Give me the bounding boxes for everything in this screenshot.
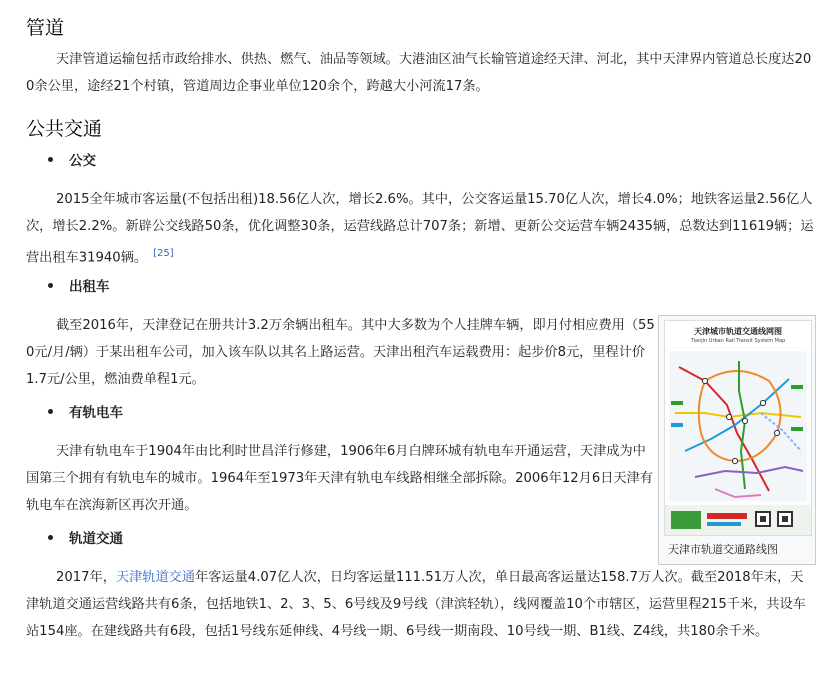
map-label-tag xyxy=(671,401,683,405)
map-label-tag xyxy=(791,385,803,389)
map-subtitle: Tianjin Urban Rail Transit System Map xyxy=(690,338,786,344)
subheading-tram xyxy=(48,403,123,423)
paragraph-pipeline: 天津管道运输包括市政给排水、供热、燃气、油品等领域。大港油区油气长输管道途经天津、河北，其中天津界内管道总长度达200余公里，途经21个村镇，管道周边企事业单位120余个，跨越大小河流17条。 xyxy=(26,52,812,94)
subheading-bus-label: 公交 xyxy=(69,153,96,169)
subheading-taxi xyxy=(48,277,110,297)
map-label-tag xyxy=(791,427,803,431)
map-hotline-bar xyxy=(707,522,741,526)
paragraph-taxi: 截至2016年，天津登记在册共计3.2万余辆出租车。其中大多数为个人挂牌车辆，即月付相应费用（550元/月/辆）于某出租车公司，加入该车队以其名上路运营。天津出租汽车运载费用：起步价8元，里程计价1.7元/公里，燃油费单程1元。 xyxy=(26,318,655,387)
subheading-rail xyxy=(48,529,123,549)
subheading-rail-label: 轨道交通 xyxy=(69,531,123,547)
interchange-station xyxy=(726,414,731,419)
interchange-station xyxy=(702,378,707,383)
interchange-station xyxy=(742,418,747,423)
metro-map-graphic xyxy=(665,321,811,535)
bullet-dot xyxy=(48,409,53,414)
paragraph-bus-text: 2015全年城市客运量(不包括出租)18.56亿人次，增长2.6%。其中，公交客运量15.70亿人次，增长4.0%；地铁客运量2.56亿人次，增长2.2%。新辟公交线路50条，优化调整30条，运营线路总计707条；新增、更新公交运营车辆2435辆，总数达到11619辆；运营出租车31940辆。 xyxy=(26,192,814,266)
subheading-tram-label: 有轨电车 xyxy=(69,405,123,421)
interchange-station xyxy=(760,400,765,405)
map-title: 天津城市轨道交通线网图 xyxy=(694,327,782,336)
section-heading-public-transit: 公共交通 xyxy=(26,118,103,140)
reference-link-25[interactable]: [25] xyxy=(153,248,174,259)
bullet-dot xyxy=(48,535,53,540)
paragraph-rail-suffix: 年客运量4.07亿人次，日均客运量111.51万人次，单日最高客运量达158.7万人次。截至2018年末，天津轨道交通运营线路共有6条，包括地铁1、2、3、5、6号线及9号线（津滨轻轨），线网覆盖10个市辖区，运营里程215千米，共设车站154座。在建线路共有6段，包括1号线东延伸线、4号线一期、6号线一期南段、10号线一期、B1线、Z4线，共180余千米。 xyxy=(26,570,806,639)
paragraph-bus xyxy=(26,186,816,271)
paragraph-rail xyxy=(26,564,816,645)
map-hotline-bar xyxy=(707,513,747,519)
interchange-station xyxy=(732,458,737,463)
map-logo-block xyxy=(671,511,701,529)
map-label-tag xyxy=(671,423,683,427)
link-tianjin-rail-transit[interactable]: 天津轨道交通 xyxy=(115,570,196,585)
qr-code-core xyxy=(760,516,766,522)
figure-caption: 天津市轨道交通路线图 xyxy=(668,543,778,556)
metro-map-image[interactable] xyxy=(664,320,812,536)
figure-thumbnail xyxy=(658,315,816,565)
paragraph-tram: 天津有轨电车于1904年由比利时世昌洋行修建，1906年6月白牌环城有轨电车开通运营，天津成为中国第三个拥有有轨电车的城市。1964年至1973年天津有轨电车线路相继全部拆除。2006年12月6日天津有轨电车在滨海新区再次开通。 xyxy=(26,444,653,513)
qr-code-core xyxy=(782,516,788,522)
subheading-bus xyxy=(48,151,96,171)
section-heading-pipeline: 管道 xyxy=(26,17,65,39)
subheading-taxi-label: 出租车 xyxy=(69,279,110,295)
bullet-dot xyxy=(48,283,53,288)
interchange-station xyxy=(774,430,779,435)
bullet-dot xyxy=(48,157,53,162)
paragraph-rail-prefix: 2017年， xyxy=(56,570,116,585)
